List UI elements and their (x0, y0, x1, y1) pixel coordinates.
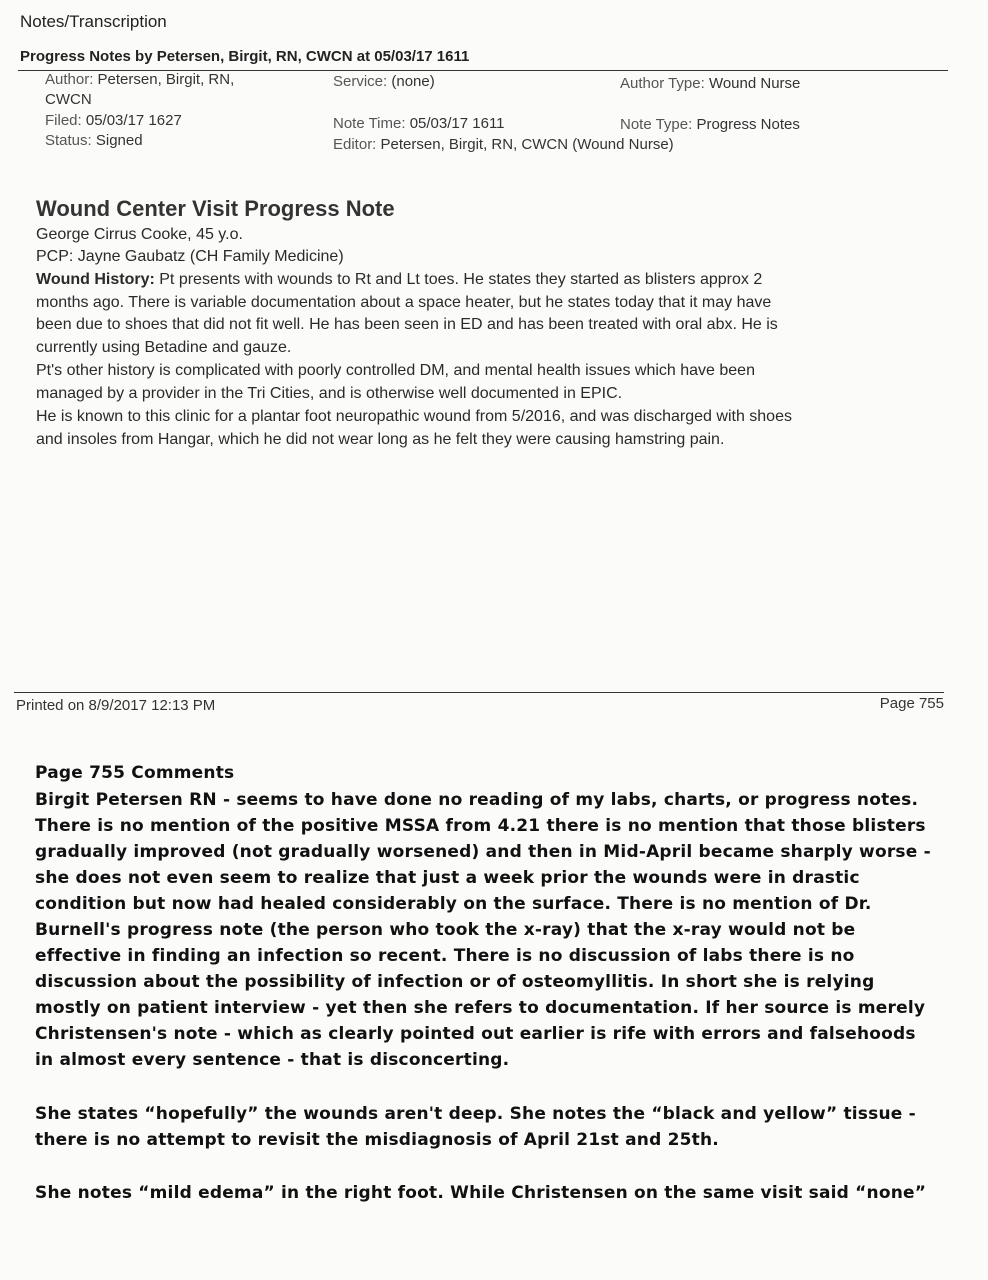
note-line: been due to shoes that did not fit well. He has been seen in ED and has been treated with oral abx. He is (36, 316, 778, 333)
comment-line: Christensen's note - which as clearly pointed out earlier is rife with errors and falsehoods (35, 1024, 916, 1044)
comment-line: She notes “mild edema” in the right foot. While Christensen on the same visit said “none” (35, 1183, 927, 1203)
note-time-field (333, 115, 505, 132)
status-field (45, 132, 143, 149)
author-type-value: Wound Nurse (708, 75, 801, 92)
comment-line: effective in finding an infection so recent. There is no discussion of labs there is no (35, 946, 855, 966)
service-field (333, 73, 435, 90)
service-value: (none) (391, 73, 435, 90)
patient-line: George Cirrus Cooke, 45 y.o. (36, 226, 243, 243)
note-line: and insoles from Hangar, which he did not wear long as he felt they were causing hamstring pain. (36, 431, 725, 448)
note-type-field (620, 116, 800, 133)
filed-field (45, 112, 182, 129)
note-line: Pt's other history is complicated with poorly controlled DM, and mental health issues which have been (36, 362, 755, 379)
status-value: Signed (95, 132, 143, 149)
author-field (45, 71, 234, 88)
page-number: Page 755 (879, 695, 944, 712)
wound-history-label: Wound History: (36, 271, 155, 288)
note-line: currently using Betadine and gauze. (36, 339, 292, 356)
comment-line: Burnell's progress note (the person who took the x-ray) that the x-ray would not be (35, 920, 856, 940)
editor-field (333, 136, 674, 153)
pcp-line: PCP: Jayne Gaubatz (CH Family Medicine) (36, 248, 344, 265)
note-time-label: Note Time: (333, 115, 406, 132)
note-header: Progress Notes by Petersen, Birgit, RN, CWCN at 05/03/17 1611 (20, 48, 470, 65)
comment-line: she does not even seem to realize that just a week prior the wounds were in drastic (35, 868, 860, 888)
editor-label: Editor: (333, 136, 377, 153)
comment-line: She states “hopefully” the wounds aren't deep. She notes the “black and yellow” tissue - (35, 1104, 916, 1124)
status-label: Status: (45, 132, 92, 149)
comment-line: there is no attempt to revisit the misdiagnosis of April 21st and 25th. (35, 1130, 719, 1150)
comment-line: There is no mention of the positive MSSA from 4.21 there is no mention that those blisters (35, 816, 926, 836)
author-value-cont: CWCN (45, 91, 92, 108)
service-label: Service: (333, 73, 388, 90)
note-line: Pt presents with wounds to Rt and Lt toes. He states they started as blisters approx 2 (154, 271, 763, 288)
comment-line: discussion about the possibility of infection or of osteomyllitis. In short she is relying (35, 972, 875, 992)
comment-line: gradually improved (not gradually worsened) and then in Mid-April became sharply worse - (35, 842, 931, 862)
note-type-value: Progress Notes (696, 116, 800, 133)
author-type-label: Author Type: (620, 75, 705, 92)
note-title: Wound Center Visit Progress Note (36, 196, 395, 221)
footer-rule (14, 692, 944, 693)
comments-title: Page 755 Comments (35, 763, 235, 783)
comment-line: condition but now had healed considerably on the surface. There is no mention of Dr. (35, 894, 872, 914)
wound-history-line (36, 271, 762, 289)
note-time-value: 05/03/17 1611 (409, 115, 505, 132)
note-type-label: Note Type: (620, 116, 693, 133)
filed-value: 05/03/17 1627 (85, 112, 182, 129)
editor-value: Petersen, Birgit, RN, CWCN (Wound Nurse) (380, 136, 674, 153)
note-line: managed by a provider in the Tri Cities, and is otherwise well documented in EPIC. (36, 385, 623, 402)
note-line: He is known to this clinic for a plantar foot neuropathic wound from 5/2016, and was discharged with shoes (36, 408, 792, 425)
author-value: Petersen, Birgit, RN, (97, 71, 235, 88)
comment-line: in almost every sentence - that is disconcerting. (35, 1050, 510, 1070)
filed-label: Filed: (45, 112, 82, 129)
note-line: months ago. There is variable documentation about a space heater, but he states today that it may have (36, 294, 772, 311)
author-type-field (620, 75, 800, 92)
section-title: Notes/Transcription (20, 12, 167, 31)
printed-date: Printed on 8/9/2017 12:13 PM (16, 697, 216, 714)
comment-line: mostly on patient interview - yet then she refers to documentation. If her source is merely (35, 998, 926, 1018)
author-label: Author: (45, 71, 94, 88)
comment-line: Birgit Petersen RN - seems to have done no reading of my labs, charts, or progress notes. (35, 790, 919, 810)
